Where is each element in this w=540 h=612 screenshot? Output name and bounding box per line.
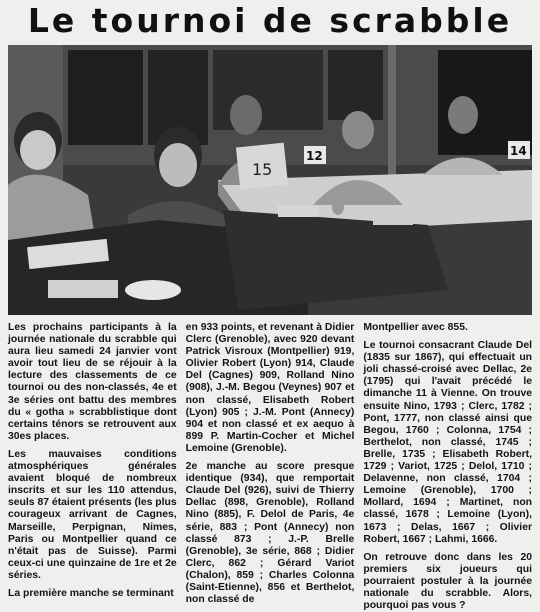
paragraph: La première manche se terminant [8, 587, 174, 599]
paragraph: Montpellier avec 855. [363, 322, 468, 333]
paragraph: Les prochains participants à la journée nationale du scrabble qui aura lieu samedi 24 janvier vont avoir tout lieu de se réjouir à la lecture des classements de ce tournoi ou des non-classés, 4e et 3e séries ont battu des membres du « gotha » scrabblistique dont certains ténors se retrouvent aux 30es places. [8, 322, 177, 442]
paragraph: en 933 points, et revenant à Didier Clerc (Grenoble), avec 920 devant Patrick Visroux (Montpellier) 919, Olivier Robert (Lyon) 914, Claude Del (Cagnes) 909, Rolland Nino (908), J.-M. Begou (Veynes) 907 et non classé, Elisabeth Robert (Lyon) 905 ; J.-M. Pont (Annecy) 904 et non classé et ex aequo à 899 P. Martin-Cocher et Michel Lemoine (Grenoble). [185, 322, 355, 454]
table-sign-14: 14 [510, 144, 527, 158]
table-sign-15: 15 [252, 160, 273, 179]
table-sign-12: 12 [306, 149, 323, 163]
article-body [8, 322, 533, 612]
column-1 [8, 322, 177, 599]
photo-illustration [8, 45, 532, 315]
paragraph: Le tournoi consacrant Claude Del (1835 sur 1867), qui effectuait un joli chassé-croisé avec Dellac, 2e (1795) qui l'avait précédé le dimanche 11 à Vienne. On trouve ensuite Nino, 1793 ; Clerc, 1782 ; Pont, 1777, non classé ainsi que Begou, 1760 ; Colonna, 1754 ; Berthelot, non classé, 1745 ; Brelle, 1735 ; Elisabeth Robert, 1729 ; Variot, 1725 ; Delol, 1710 ; Delavenne, non classé, 1704 ; Lemoine (Grenoble), 1700 ; Mollard, 1694 ; Martinet, non classé, 1678 ; Lemoine (Lyon), 1673 ; Delas, 1667 ; Olivier Robert, 1667 ; Lahmi, 1666. [363, 340, 533, 545]
paragraph: 2e manche au score presque identique (934), que remportait Claude Del (926), suivi de Thierry Dellac (898, Grenoble), Rolland Nino (885), F. Delol de Paris, 4e série, 883 ; Pont (Annecy) non classé 873 ; J.-P. Brelle (Grenoble), 3e série, 868 ; Didier Clerc, 862 ; Gérard Variot (Chalon), 859 ; Charles Colonna (Saint-Etienne), 856 et Berthelot, non classé de [185, 461, 355, 606]
article-headline: Le tournoi de scrabble [27, 1, 513, 40]
paragraph: On retrouve donc dans les 20 premiers six joueurs qui pourraient postuler à la journée nationale du scrabble. Alors, pourquoi pas vous ? [363, 551, 533, 612]
column-2 [185, 322, 355, 606]
tournament-photo [8, 45, 532, 315]
paragraph: Les mauvaises conditions atmosphériques générales avaient bloqué de nombreux inscrits et sur les 110 attendus, seuls 87 étaient présents (les plus courageux arrivant de Cagnes, Marseille, Perpignan, Nimes, Paris ou Montpellier quand ce n'était pas de Suisse). Parmi ceux-ci une quinzaine de 1re et 2e séries. [8, 448, 177, 581]
column-3 [363, 322, 533, 612]
